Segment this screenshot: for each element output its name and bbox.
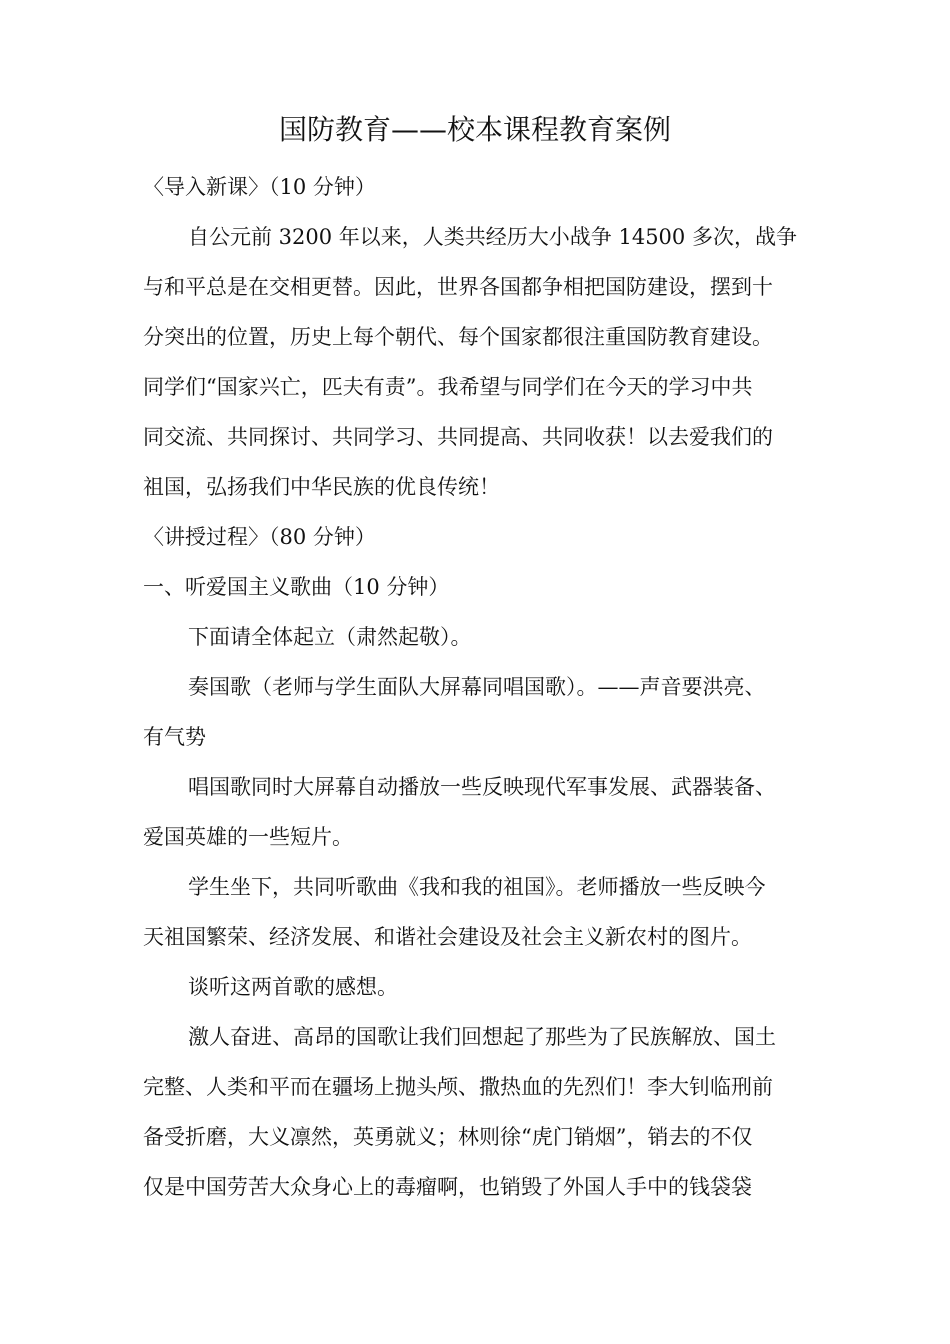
paragraph-line: 学生坐下，共同听歌曲《我和我的祖国》。老师播放一些反映今 [188,875,766,899]
paragraph-line: 与和平总是在交相更替。因此，世界各国都争相把国防建设，摆到十 [143,275,773,299]
section-heading-intro: 〈导入新课〉（10 分钟） [143,175,376,199]
section-heading-process: 〈讲授过程〉（80 分钟） [143,525,376,549]
paragraph-line: 下面请全体起立（肃然起敬）。 [188,625,472,649]
paragraph-line: 天祖国繁荣、经济发展、和谐社会建设及社会主义新农村的图片。 [143,925,752,949]
paragraph-line: 同学们“国家兴亡，匹夫有责”。我希望与同学们在今天的学习中共 [143,375,753,399]
subsection-heading: 一、听爱国主义歌曲（10 分钟） [143,575,450,599]
paragraph-line: 完整、人类和平而在疆场上抛头颅、撒热血的先烈们！李大钊临刑前 [143,1075,773,1099]
paragraph-line: 分突出的位置，历史上每个朝代、每个国家都很注重国防教育建设。 [143,325,773,349]
paragraph-line: 祖国，弘扬我们中华民族的优良传统！ [143,475,500,499]
document-title: 国防教育——校本课程教育案例 [278,113,671,146]
paragraph-line: 激人奋进、高昂的国歌让我们回想起了那些为了民族解放、国土 [188,1025,776,1049]
paragraph-line: 唱国歌同时大屏幕自动播放一些反映现代军事发展、武器装备、 [188,775,776,799]
paragraph-line: 备受折磨，大义凛然，英勇就义；林则徐“虎门销烟”，销去的不仅 [143,1125,753,1149]
paragraph-line: 仅是中国劳苦大众身心上的毒瘤啊，也销毁了外国人手中的钱袋袋 [143,1175,752,1199]
paragraph-line: 有气势 [143,725,206,749]
paragraph-line: 谈听这两首歌的感想。 [188,975,398,999]
paragraph-line: 奏国歌（老师与学生面队大屏幕同唱国歌）。——声音要洪亮、 [188,675,766,699]
paragraph-line: 爱国英雄的一些短片。 [143,825,353,849]
paragraph-line: 同交流、共同探讨、共同学习、共同提高、共同收获！以去爱我们的 [143,425,773,449]
paragraph-line: 自公元前 3200 年以来，人类共经历大小战争 14500 多次，战争 [188,225,797,249]
